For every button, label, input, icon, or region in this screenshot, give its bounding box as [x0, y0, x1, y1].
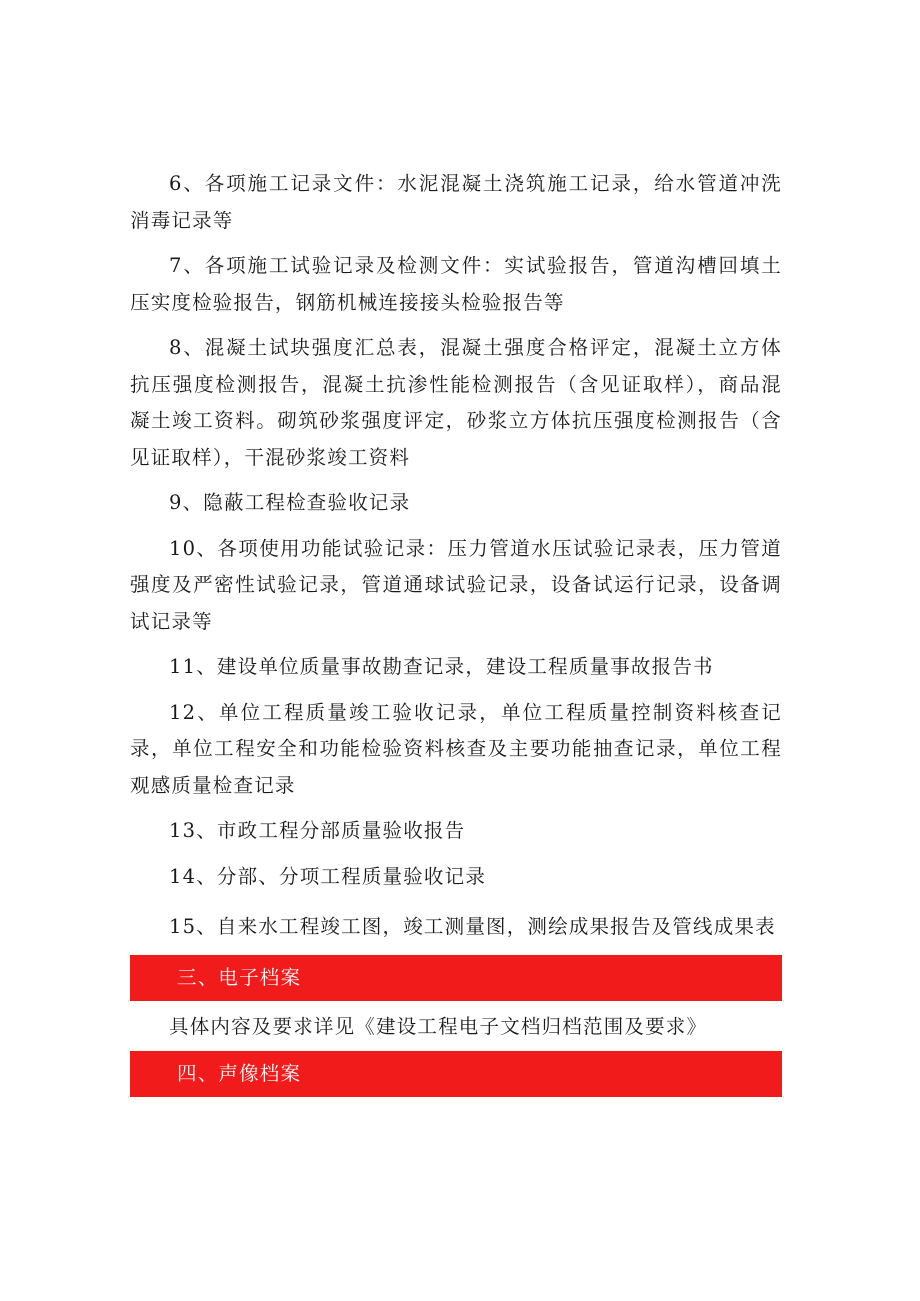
item-12: 12、单位工程质量竣工验收记录，单位工程质量控制资料核查记录，单位工程安全和功能检验资料核查及主要功能抽查记录，单位工程观感质量检查记录	[130, 700, 782, 797]
item-15: 15、自来水工程竣工图，竣工测量图，测绘成果报告及管线成果表	[169, 915, 776, 938]
section-3-heading: 三、电子档案	[130, 955, 782, 1001]
item-7: 7、各项施工试验记录及检测文件：实试验报告，管道沟槽回填土压实度检验报告，钢筋机械连接接头检验报告等	[130, 254, 782, 314]
item-14: 14、分部、分项工程质量验收记录	[169, 864, 487, 888]
item-10: 10、各项使用功能试验记录：压力管道水压试验记录表，压力管道强度及严密性试验记录，管道通球试验记录，设备试运行记录，设备调试记录等	[130, 536, 782, 633]
section-3-description: 具体内容及要求详见《建设工程电子文档归档范围及要求》	[169, 1014, 708, 1038]
document-body	[130, 166, 782, 1101]
item-8: 8、混凝土试块强度汇总表，混凝土强度合格评定，混凝土立方体抗压强度检测报告，混凝土抗渗性能检测报告（含见证取样），商品混凝土竣工资料。砌筑砂浆强度评定，砂浆立方体抗压强度检测报告（含见证取样），干混砂浆竣工资料	[130, 336, 782, 469]
section-4-heading: 四、声像档案	[130, 1051, 782, 1097]
item-9: 9、隐蔽工程检查验收记录	[169, 491, 411, 514]
item-11: 11、建设单位质量事故勘查记录，建设工程质量事故报告书	[169, 655, 714, 678]
item-13: 13、市政工程分部质量验收报告	[169, 819, 466, 842]
item-6: 6、各项施工记录文件：水泥混凝土浇筑施工记录，给水管道冲洗消毒记录等	[130, 172, 782, 232]
